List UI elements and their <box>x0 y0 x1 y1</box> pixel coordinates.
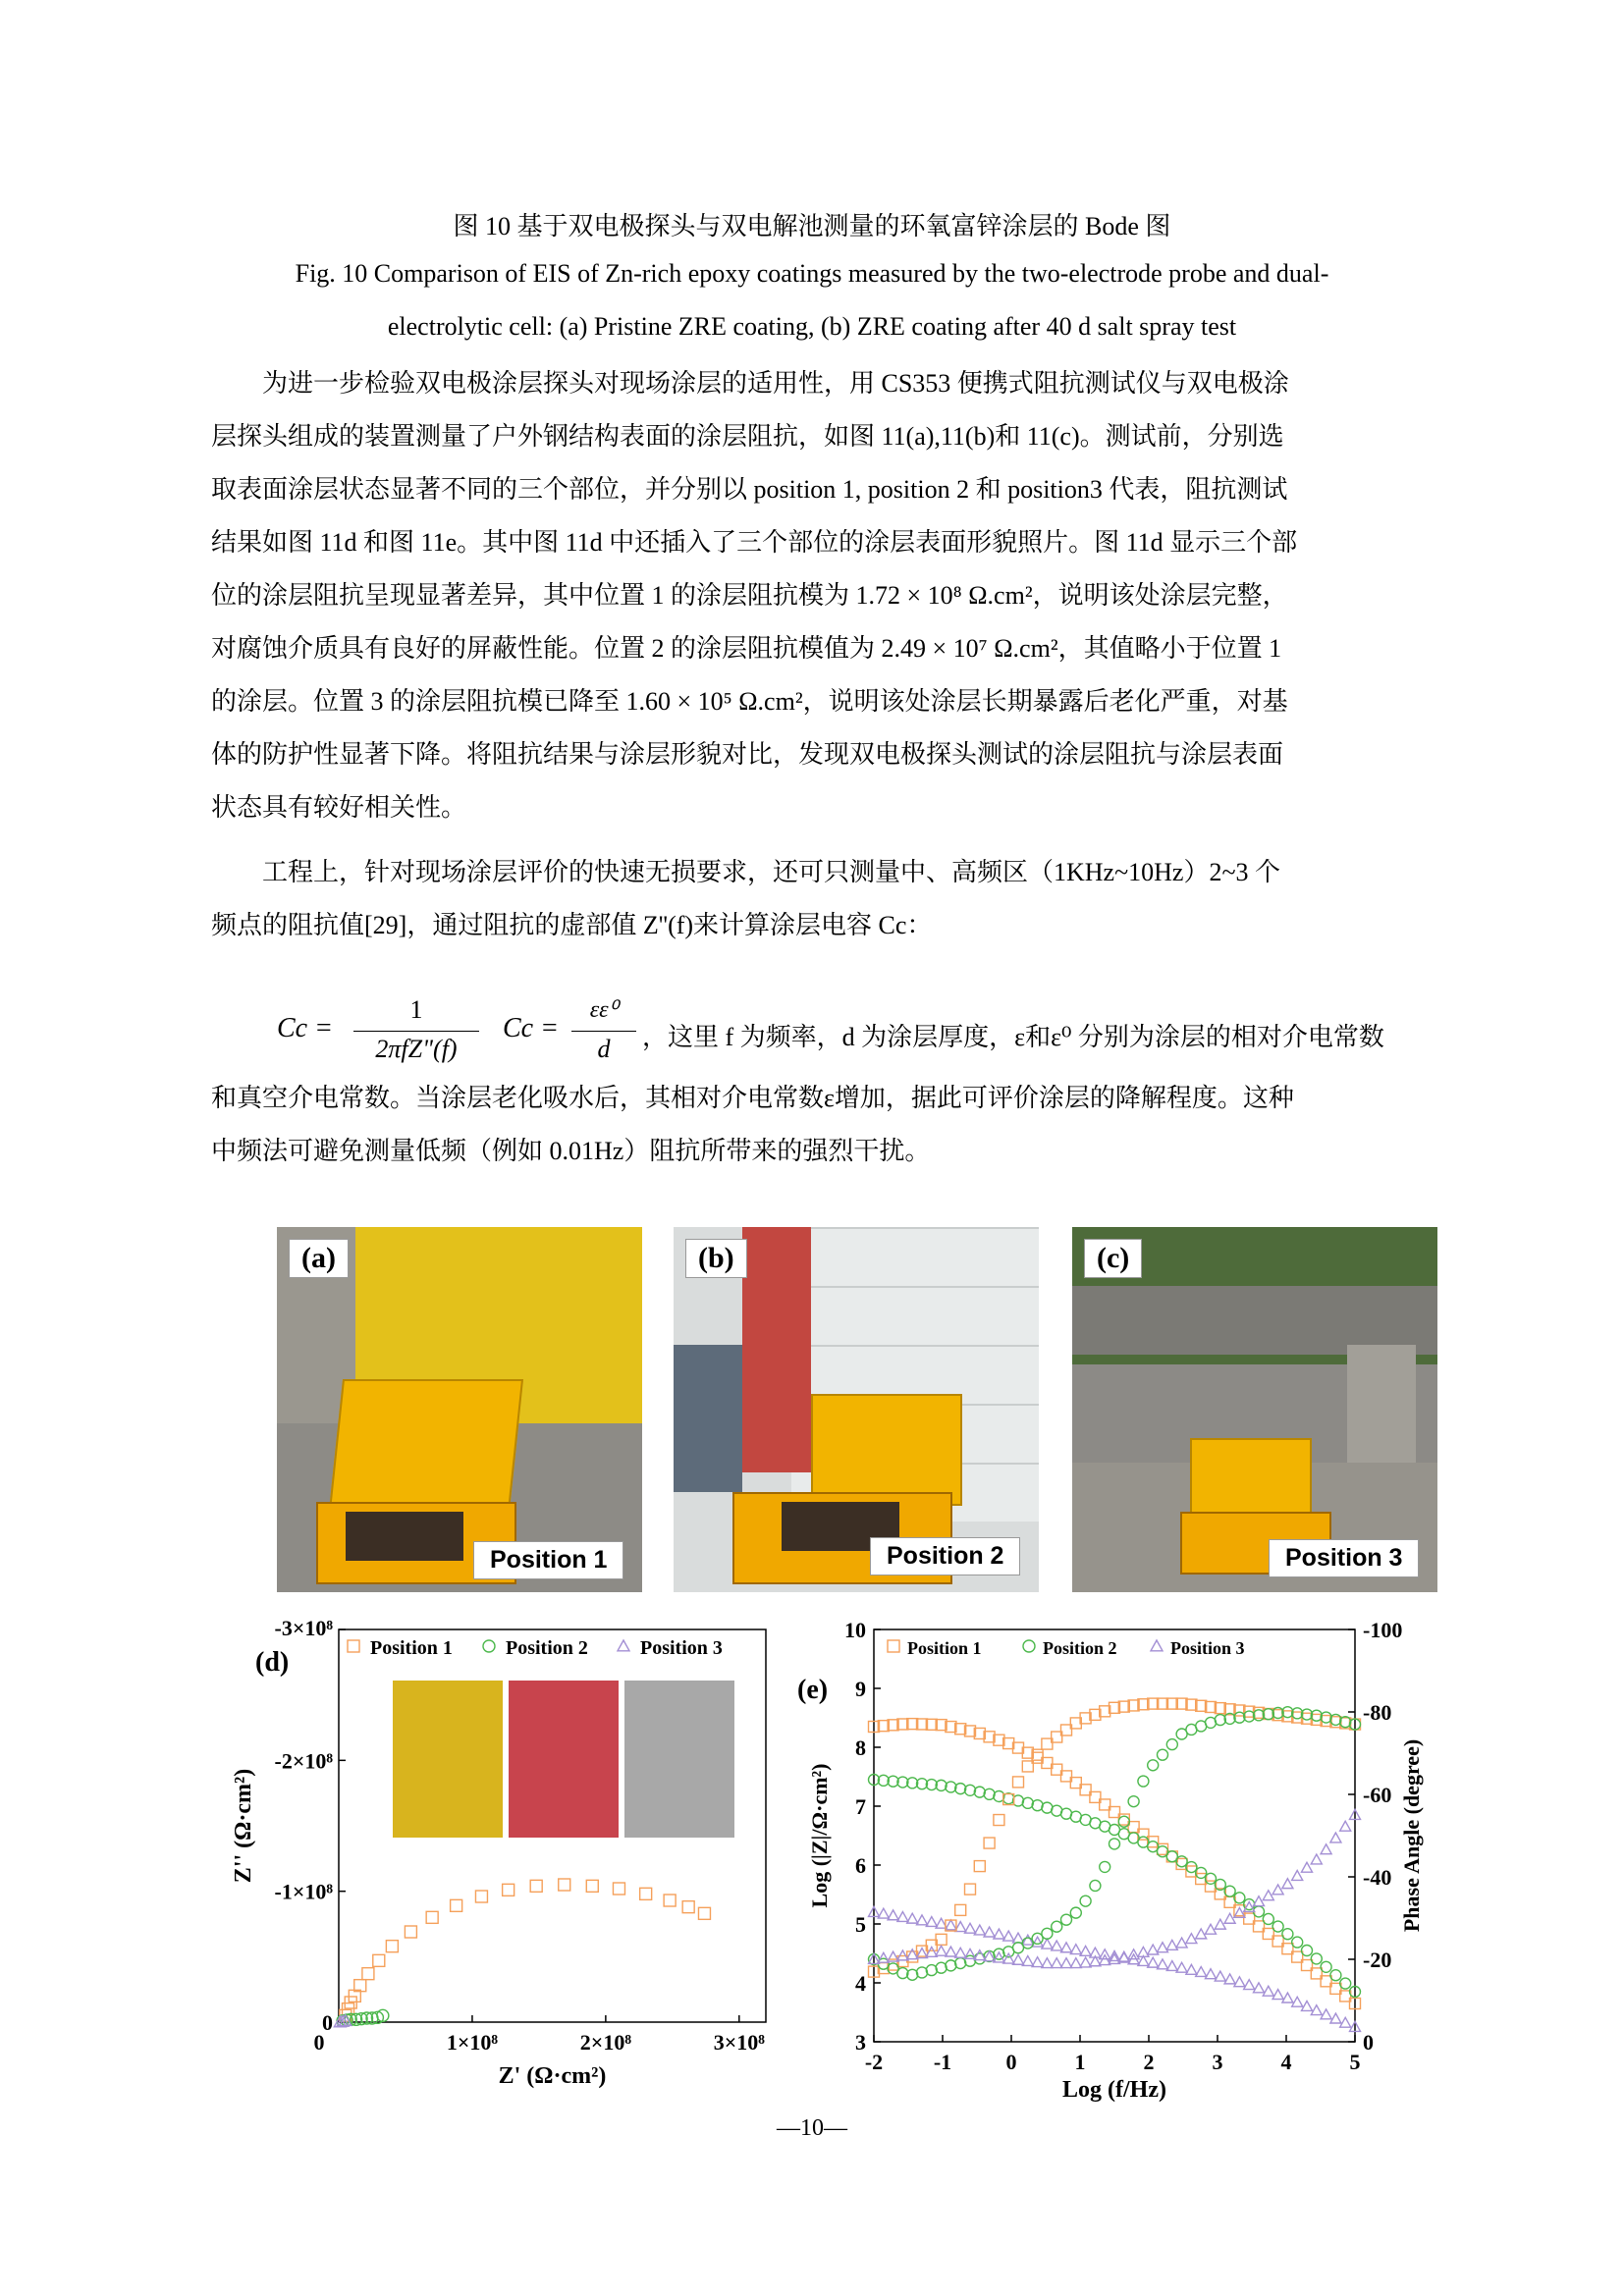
data-point <box>362 1968 374 1980</box>
text-line: 取表面涂层状态显著不同的三个部位，并分别以 position 1, position 2 和 position3 代表，阻抗测试 <box>211 475 1288 504</box>
x-tick-label: 2 <box>1143 2050 1155 2074</box>
data-point <box>405 1926 416 1938</box>
data-point <box>1272 1885 1283 1895</box>
data-point <box>1311 1854 1322 1864</box>
y2-tick-label: -20 <box>1363 1948 1392 1972</box>
y-tick-label: 0 <box>322 2010 333 2035</box>
photo-tag: (a) <box>289 1239 349 1278</box>
formula-1-bar <box>353 1031 479 1032</box>
formula-2-bar <box>571 1031 636 1032</box>
data-point <box>1321 2009 1331 2019</box>
formula-1-lhs: Cc = <box>277 1013 333 1043</box>
data-point <box>1292 1997 1303 2006</box>
paragraph-1 <box>211 357 1436 834</box>
instrument-case <box>329 1379 523 1511</box>
data-point <box>1013 1777 1024 1788</box>
data-point <box>1090 1880 1101 1891</box>
data-point <box>1215 1971 1225 1981</box>
legend-label: Position 3 <box>1170 1638 1245 1658</box>
data-point <box>1340 2017 1351 2027</box>
data-point <box>1052 1921 1062 1932</box>
text-line: 频点的阻抗值[29]，通过阻抗的虚部值 Z''(f)来计算涂层电容 Cc： <box>211 911 933 939</box>
y-tick-label: -3×10⁸ <box>274 1616 333 1640</box>
x-axis-label: Log (f/Hz) <box>1062 2077 1166 2103</box>
data-point <box>1023 1640 1035 1652</box>
data-point <box>1282 1993 1293 2002</box>
data-point <box>1042 1928 1053 1939</box>
data-point <box>1061 1914 1072 1925</box>
data-point <box>1061 1958 1072 1968</box>
data-point <box>373 1954 385 1966</box>
x-tick-label: 1 <box>1074 2050 1086 2074</box>
y2-tick-label: -100 <box>1363 1618 1403 1642</box>
y-tick-label: 3 <box>855 2030 866 2055</box>
text-line: 结果如图 11d 和图 11e。其中图 11d 中还插入了三个部位的涂层表面形貌照片。图 11d 显示三个部 <box>211 528 1298 557</box>
data-point <box>503 1884 514 1896</box>
data-point <box>586 1880 598 1892</box>
y-tick-label: 5 <box>855 1912 866 1937</box>
data-point <box>1080 1896 1091 1906</box>
x-tick-label: -1 <box>933 2050 952 2074</box>
inset-photo-swatch <box>624 1681 734 1838</box>
x-tick-label: 5 <box>1349 2050 1361 2074</box>
legend-label: Position 3 <box>640 1637 723 1659</box>
data-point <box>1340 1821 1351 1831</box>
data-point <box>1166 1739 1177 1750</box>
text-line: 状态具有较好相关性。 <box>211 793 467 822</box>
data-point <box>559 1879 570 1891</box>
y-tick-label: 9 <box>855 1677 866 1701</box>
text-line: 的涂层。位置 3 的涂层阻抗模已降至 1.60 × 10⁵ Ω.cm²，说明该处涂层长期暴露后老化严重，对基 <box>211 687 1288 716</box>
formula-tail: ，这里 f 为频率，d 为涂层厚度，ε和ε⁰ 分别为涂层的相对介电常数 <box>642 1023 1384 1051</box>
formula-2-denominator: d <box>597 1035 611 1063</box>
data-point <box>1148 1945 1159 1954</box>
data-point <box>664 1895 676 1906</box>
figure-caption-en-line2: electrolytic cell: (a) Pristine ZRE coating, (b) ZRE coating after 40 d salt spray test <box>387 312 1237 341</box>
data-point <box>618 1640 629 1651</box>
data-point <box>530 1880 542 1892</box>
figure-caption-zh: 图 10 基于双电极探头与双电解池测量的环氧富锌涂层的 Bode 图 <box>453 212 1171 240</box>
text-line: 和真空介电常数。当涂层老化吸水后，其相对介电常数ε增加，据此可评价涂层的降解程度。这种 <box>211 1084 1294 1112</box>
photo-position-label: Position 2 <box>870 1537 1020 1575</box>
data-point <box>1302 1946 1313 1956</box>
y-tick-label: 10 <box>844 1618 866 1642</box>
red-pipe <box>742 1227 811 1472</box>
y2-tick-label: -80 <box>1363 1700 1392 1725</box>
paragraph-2 <box>211 846 1436 952</box>
instrument-screen <box>346 1512 463 1561</box>
panel-label: (e) <box>797 1675 829 1705</box>
photo-position-label: Position 1 <box>473 1541 623 1579</box>
data-point <box>1311 2005 1322 2015</box>
data-point <box>974 1861 985 1872</box>
data-point <box>483 1640 495 1652</box>
text-line: 工程上，针对现场涂层评价的快速无损要求，还可只测量中、高频区（1KHz~10Hz）2~3 个 <box>262 858 1281 886</box>
data-point <box>888 1640 899 1652</box>
photo-c <box>1072 1227 1437 1592</box>
data-point <box>698 1907 710 1919</box>
data-point <box>475 1891 487 1902</box>
chart-d-nyquist <box>226 1610 795 2101</box>
y-tick-label: 6 <box>855 1853 866 1878</box>
inset-photo-swatch <box>393 1681 503 1838</box>
data-point <box>1166 1940 1177 1949</box>
y-tick-label: -2×10⁸ <box>274 1748 333 1774</box>
data-point <box>1244 1980 1255 1990</box>
x-tick-label: 0 <box>313 2030 325 2055</box>
data-point <box>1151 1640 1163 1651</box>
text-line: 位的涂层阻抗呈现显著差异，其中位置 1 的涂层阻抗模为 1.72 × 10⁸ Ω.cm²，说明该处涂层完整， <box>211 581 1288 610</box>
formula-2-lhs: Cc = <box>503 1013 559 1043</box>
data-point <box>965 1884 976 1895</box>
y-tick-label: 8 <box>855 1735 866 1760</box>
y-tick-label: 4 <box>855 1971 866 1996</box>
y-tick-label: -1×10⁸ <box>274 1879 333 1904</box>
legend-label: Position 1 <box>907 1638 982 1658</box>
formula-1-denominator: 2πfZ"(f) <box>375 1035 458 1063</box>
data-point <box>386 1941 398 1952</box>
instrument-case <box>811 1394 962 1506</box>
data-point <box>1330 2013 1341 2023</box>
text-line: 为进一步检验双电极涂层探头对现场涂层的适用性，用 CS353 便携式阻抗测试仪与双电极涂 <box>262 369 1289 398</box>
legend-label: Position 1 <box>370 1637 453 1659</box>
data-point <box>1070 1907 1081 1918</box>
data-point <box>1100 1861 1110 1872</box>
chart-e-bode <box>797 1610 1434 2103</box>
photo-position-label: Position 3 <box>1269 1539 1419 1577</box>
legend-label: Position 2 <box>1043 1638 1117 1658</box>
data-point <box>1158 1749 1168 1760</box>
data-point <box>1148 1760 1159 1771</box>
formula-row <box>277 995 1435 1068</box>
y2-tick-label: -60 <box>1363 1783 1392 1807</box>
instrument-case <box>1190 1438 1312 1521</box>
x-tick-label: 2×10⁸ <box>579 2030 631 2055</box>
data-point <box>1330 1833 1341 1842</box>
data-point <box>682 1901 694 1913</box>
y-axis-label: Z'' (Ω·cm²) <box>231 1768 256 1884</box>
legend-label: Position 2 <box>506 1637 588 1659</box>
data-point <box>1272 1921 1283 1932</box>
data-point <box>1234 1977 1245 1987</box>
formula-1-numerator: 1 <box>409 995 423 1024</box>
x-axis-label: Z' (Ω·cm²) <box>498 2063 607 2089</box>
text-line: 中频法可避免测量低频（例如 0.01Hz）阻抗所带来的强烈干扰。 <box>211 1137 931 1165</box>
text-line: 体的防护性显著下降。将阻抗结果与涂层形貌对比，发现双电极探头测试的涂层阻抗与涂层表面 <box>211 740 1284 769</box>
data-point <box>1292 1937 1303 1948</box>
photo-tag: (b) <box>685 1239 747 1278</box>
data-point <box>1263 1913 1273 1924</box>
y2-tick-label: 0 <box>1363 2030 1374 2055</box>
data-point <box>613 1883 624 1895</box>
page-number: —10— <box>777 2115 847 2141</box>
concrete-pillar <box>1347 1345 1416 1463</box>
formula-2-numerator: εε⁰ <box>589 997 619 1023</box>
data-point <box>1070 1958 1081 1968</box>
data-point <box>1254 1983 1265 1993</box>
data-point <box>1052 1958 1062 1968</box>
data-point <box>640 1888 652 1899</box>
paragraph-3 <box>211 1072 1436 1178</box>
data-point <box>451 1899 462 1911</box>
data-point <box>1224 1974 1235 1984</box>
inset-photo-swatch <box>509 1681 619 1838</box>
x-tick-label: 0 <box>1005 2050 1017 2074</box>
photo-b <box>674 1227 1039 1592</box>
data-point <box>1138 1776 1149 1787</box>
data-point <box>1311 1953 1322 1964</box>
photo-a <box>277 1227 642 1592</box>
data-point <box>984 1838 995 1848</box>
text-line: 对腐蚀介质具有良好的屏蔽性能。位置 2 的涂层阻抗模值为 2.49 × 10⁷ Ω.cm²，其值略小于位置 1 <box>211 634 1282 663</box>
data-point <box>946 1947 956 1956</box>
data-point <box>1282 1929 1293 1940</box>
data-point <box>1263 1891 1273 1900</box>
data-point <box>1321 1961 1331 1972</box>
y2-tick-label: -40 <box>1363 1865 1392 1890</box>
y2-axis-label: Phase Angle (degree) <box>1399 1738 1424 1933</box>
data-point <box>426 1911 438 1923</box>
text-line: 层探头组成的装置测量了户外钢结构表面的涂层阻抗，如图 11(a),11(b)和 11(c)。测试前，分别选 <box>211 422 1284 451</box>
panel-label: (d) <box>255 1647 290 1678</box>
data-point <box>1158 1943 1168 1952</box>
data-point <box>1321 1844 1331 1854</box>
data-point <box>1215 1919 1225 1929</box>
x-tick-label: -2 <box>864 2050 884 2074</box>
data-point <box>955 1904 966 1915</box>
x-tick-label: 3×10⁸ <box>713 2030 765 2055</box>
y-tick-label: 7 <box>855 1794 866 1819</box>
data-point <box>1302 2002 1313 2011</box>
y-axis-label: Log (|Z|/Ω·cm²) <box>807 1763 832 1908</box>
x-tick-label: 1×10⁸ <box>446 2030 499 2055</box>
data-point <box>994 1815 1004 1826</box>
data-point <box>1128 1796 1139 1807</box>
x-tick-label: 3 <box>1212 2050 1223 2074</box>
x-tick-label: 4 <box>1280 2050 1292 2074</box>
data-point <box>1263 1986 1273 1996</box>
figure-caption-en-line1: Fig. 10 Comparison of EIS of Zn-rich epoxy coatings measured by the two-electrode probe and dual- <box>295 259 1329 288</box>
data-point <box>1110 1839 1120 1849</box>
data-point <box>348 1640 359 1652</box>
cabinet <box>674 1345 742 1492</box>
photo-tag: (c) <box>1084 1239 1142 1278</box>
data-point <box>1272 1990 1283 2000</box>
